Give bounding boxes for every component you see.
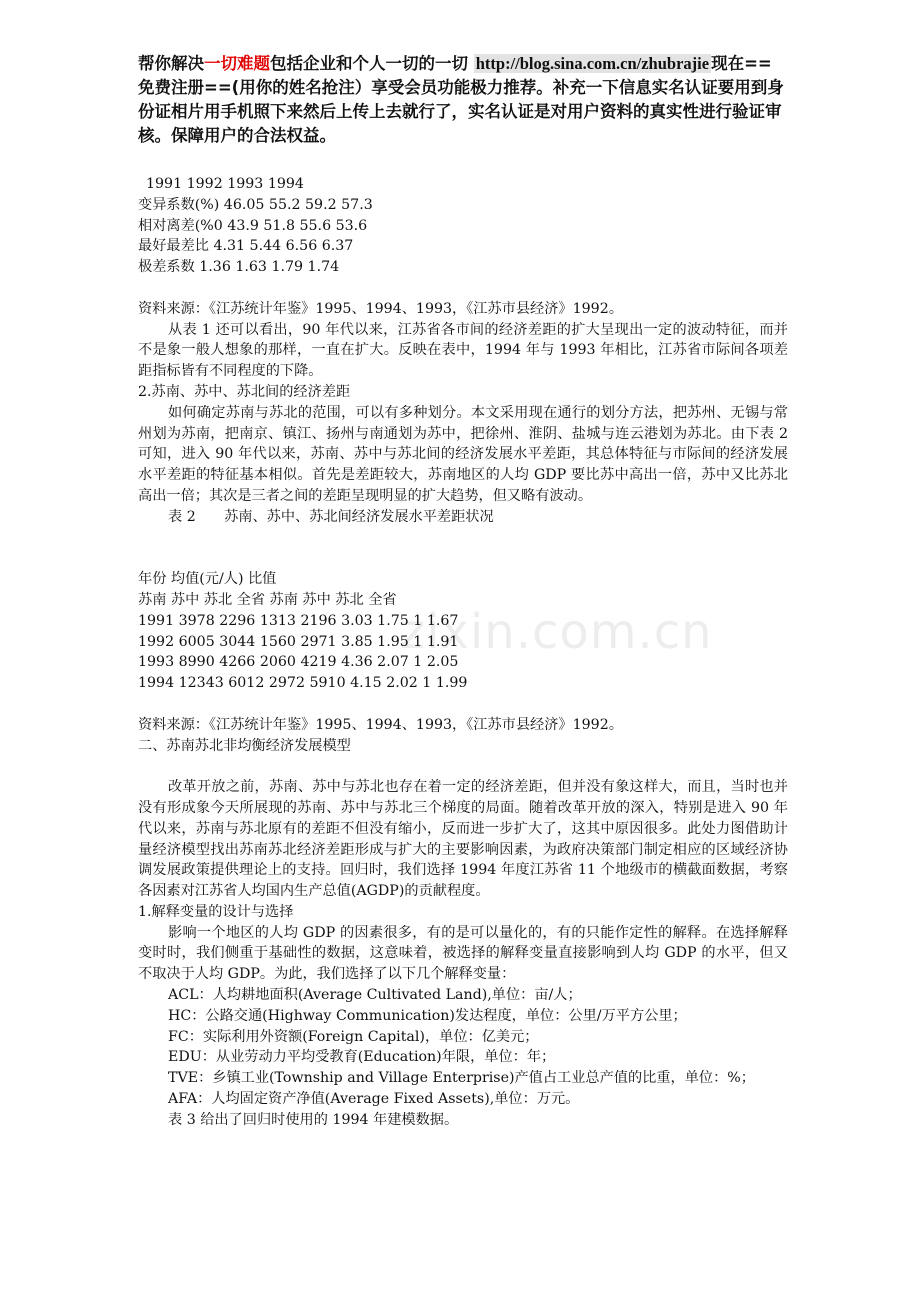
variable-fc: FC：实际利用外资额(Foreign Capital)，单位：亿美元； [168,1028,539,1045]
table2-header-1: 年份 均值(元/人) 比值 [138,571,277,588]
heading-2: 2.苏南、苏中、苏北间的经济差距 [138,383,351,400]
heading-3: 1.解释变量的设计与选择 [138,903,294,920]
variable-tve: TVE：乡镇工业(Township and Village Enterprise)产值占工业总产值的比重，单位：%； [168,1070,755,1087]
paragraph-2: 如何确定苏南与苏北的范围，可以有多种划分。本文采用现在通行的划分方法，把苏州、无锡与常州划为苏南，把南京、镇江、扬州与南通划为苏中，把徐州、淮阴、盐城与连云港划为苏北。由下表 2 可知，进入 90 年代以来，苏南、苏中与苏北间的经济发展水平差距，其总体特征与市际间的经济发展水平差距的特征基本相似。首先是差距较大，苏南地区的人均 GDP 要比苏中高出一倍，苏中又比苏北高出一倍；其次是三者之间的差距呈现明显的扩大趋势，但又略有波动。 [138,404,788,504]
blog-link[interactable]: http://blog.sina.com.cn/zhubrajie [475,54,710,73]
table2 [138,569,788,694]
table1-header: 1991 1992 1993 1994 [146,176,304,192]
variable-acl: ACL：人均耕地面积(Average Cultivated Land),单位：亩/人； [168,987,582,1004]
paragraph-1: 从表 1 还可以看出，90 年代以来，江苏省各市间的经济差距的扩大呈现出一定的波动特征，而并不是象一般人想象的那样，一直在扩大。反映在表中，1994 年与 1993 年相比，江苏省市际间各项差距指标皆有不同程度的下降。 [138,321,788,380]
watermark: zixin.com.cn [400,604,713,660]
table1-row: 最好最差比 4.31 5.44 6.56 6.37 [138,238,354,255]
table2-row: 1992 6005 3044 1560 2971 3.85 1.95 1 1.91 [138,633,459,650]
paragraph-4: 影响一个地区的人均 GDP 的因素很多，有的是可以量化的，有的只能作定性的解释。在选择解释变时时，我们侧重于基础性的数据，这意味着，被选择的解释变量直接影响到人均 GDP 的水平，但又不取决于人均 GDP。为此，我们选择了以下几个解释变量： [138,924,788,983]
table2-row: 1993 8990 4266 2060 4219 4.36 2.07 1 2.05 [138,654,459,671]
variable-edu: EDU：从业劳动力平均受教育(Education)年限，单位：年； [168,1049,556,1066]
table1-source: 资料来源：《江苏统计年鉴》1995、1994、1993，《江苏市县经济》1992。 [138,300,623,317]
table2-header-2: 苏南 苏中 苏北 全省 苏南 苏中 苏北 全省 [138,591,397,608]
banner-text-2: 包括企业和个人一切的一切 [270,54,474,73]
banner-text-1: 帮你解决 [138,54,204,73]
table1 [138,174,788,278]
table1-row: 相对离差(%0 43.9 51.8 55.6 53.6 [138,217,368,234]
table2-source: 资料来源：《江苏统计年鉴》1995、1994、1993，《江苏市县经济》1992。 [138,716,623,733]
section-2-title: 二、苏南苏北非均衡经济发展模型 [138,737,351,754]
banner-text-3: 现在==免费注册==(用你的姓名抢注）享受会员功能极力推荐。补充一下信息实名认证要用到身份证相片用手机照下来然后上传上去就行了，实名认证是对用户资料的真实性进行验证审核。保障用户的合法权益。 [138,54,784,145]
table1-row: 变异系数(%) 46.05 55.2 59.2 57.3 [138,196,373,213]
promo-banner [138,52,788,148]
table2-caption: 表 2 苏南、苏中、苏北间经济发展水平差距状况 [168,508,494,525]
banner-highlight: 一切难题 [204,54,270,73]
paragraph-3: 改革开放之前，苏南、苏中与苏北也存在着一定的经济差距，但并没有象这样大，而且，当时也并没有形成象今天所展现的苏南、苏中与苏北三个梯度的局面。随着改革开放的深入，特别是进入 90 年代以来，苏南与苏北原有的差距不但没有缩小，反而进一步扩大了，这其中原因很多。此处力图借助计量经济模型找出苏南苏北经济差距形成与扩大的主要影响因素，为政府决策部门制定相应的区域经济协调发展政策提供理论上的支持。回归时，我们选择 1994 年度江苏省 11 个地级市的横截面数据，考察各因素对江苏省人均国内生产总值(AGDP)的贡献程度。 [138,779,788,900]
variable-afa: AFA：人均固定资产净值(Average Fixed Assets),单位：万元。 [168,1091,580,1108]
variable-hc: HC：公路交通(Highway Communication)发达程度，单位：公里/万平方公里； [168,1007,687,1024]
table2-row: 1994 12343 6012 2972 5910 4.15 2.02 1 1.99 [138,675,468,692]
table1-row: 极差系数 1.36 1.63 1.79 1.74 [138,259,340,276]
closing-sentence: 表 3 给出了回归时使用的 1994 年建模数据。 [168,1111,459,1128]
table2-row: 1991 3978 2296 1313 2196 3.03 1.75 1 1.67 [138,612,459,629]
document-page [138,52,788,1131]
